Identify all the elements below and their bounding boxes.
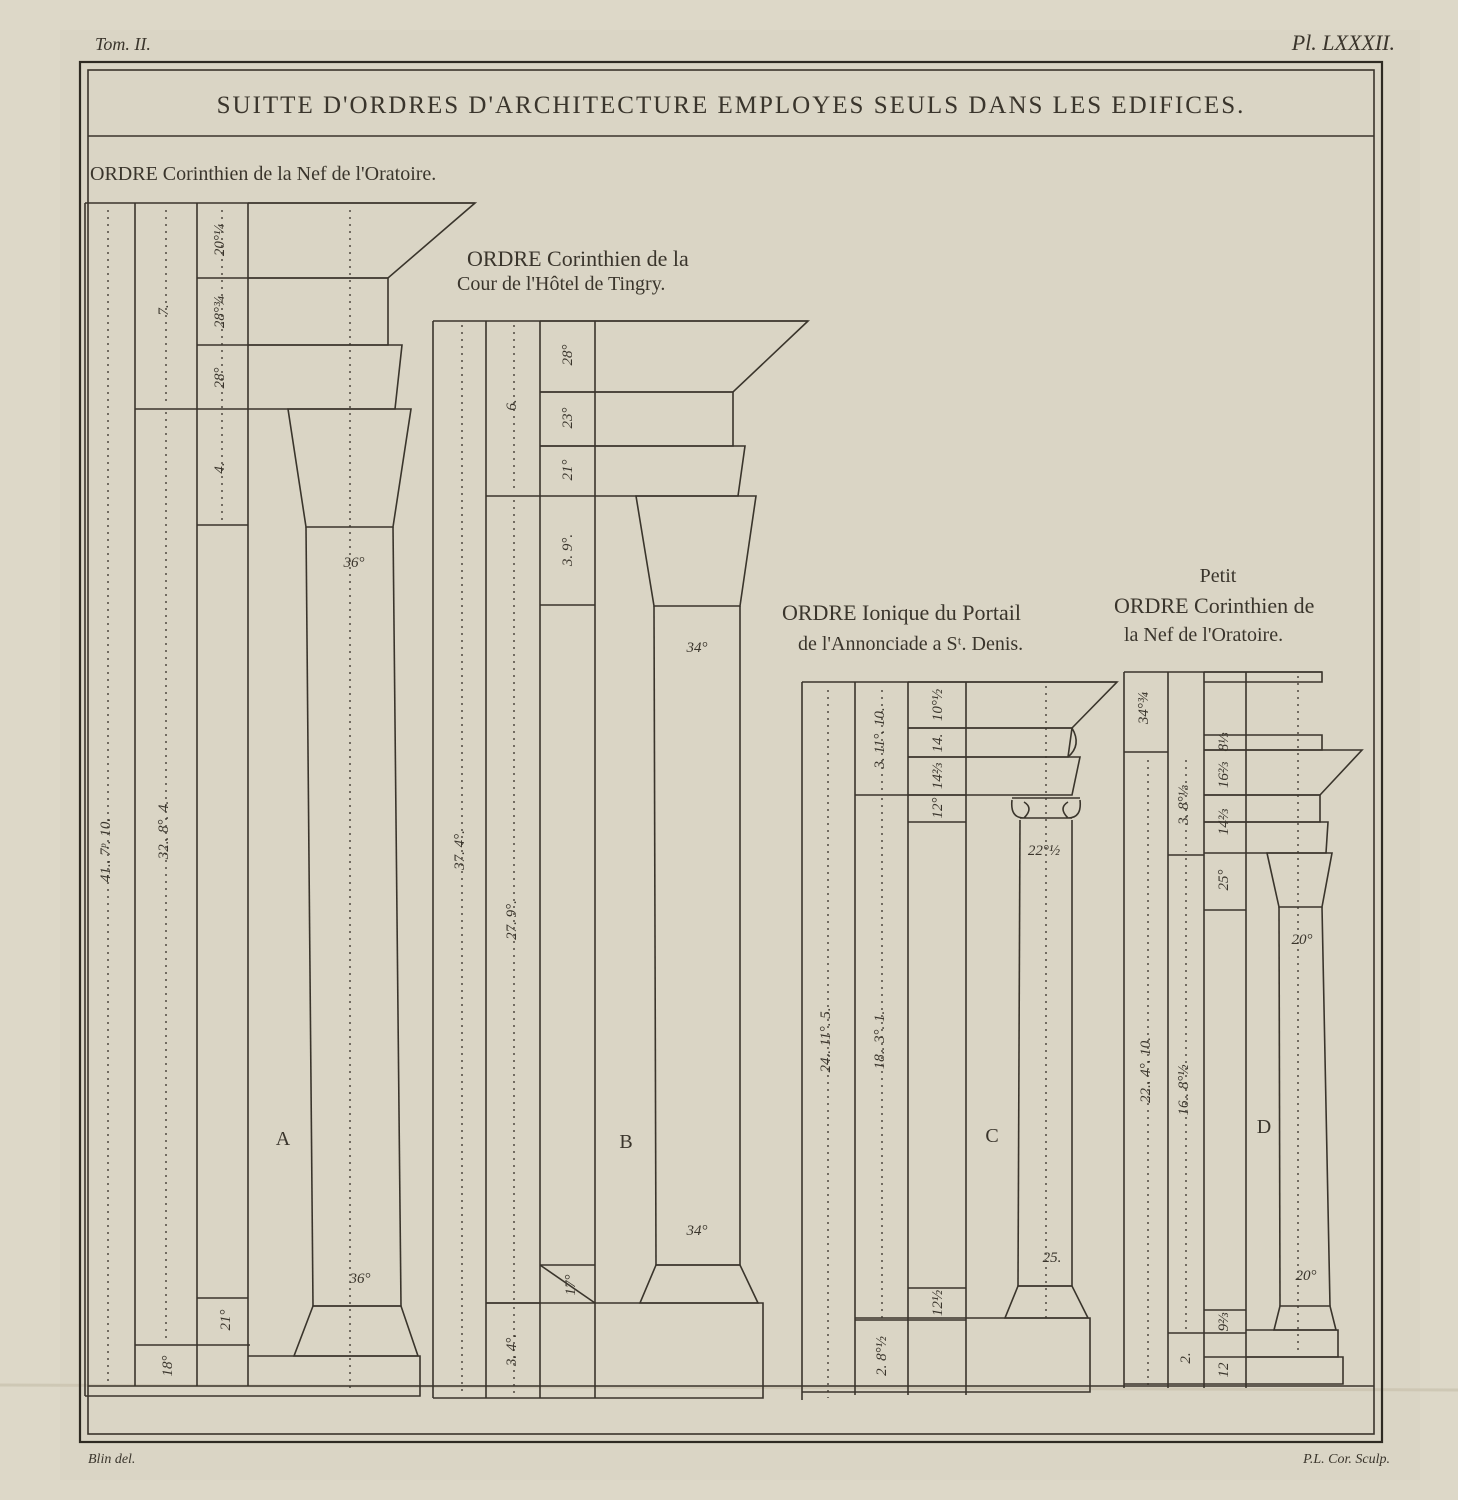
order-a-dim-cornice: 20°¼: [212, 223, 228, 257]
order-c-dim-total-height: 24.. 11°. 5.: [818, 1007, 834, 1073]
order-c-dim-frieze: 14.: [930, 733, 946, 753]
order-b-dim-cornice: 28°: [560, 344, 576, 366]
engraver-credit: P.L. Cor. Sculp.: [1303, 1452, 1390, 1467]
order-b-letter: B: [619, 1131, 633, 1153]
order-d-dim-capital: 25°: [1216, 869, 1232, 891]
order-c-dim-pedestal: 2. 8°½: [874, 1336, 890, 1376]
plate-number: Pl. LXXXII.: [1291, 30, 1395, 55]
order-d-dim-cornice-height: 3. 8°⅓: [1176, 785, 1192, 825]
order-d-dim-upper-diameter: 20°: [1291, 932, 1313, 948]
tome-label: Tom. II.: [95, 34, 151, 54]
order-d-dim-total-height: 22.. 4°. 10.: [1138, 1037, 1154, 1103]
order-c-dim-capital: 12°: [930, 797, 946, 819]
order-b-dim-capital: 3. 9°.: [560, 533, 576, 567]
order-a-dim-base: 21°: [218, 1309, 234, 1331]
order-a-caption-line-1: ORDRE Corinthien de la Nef de l'Oratoire.: [90, 163, 437, 185]
order-a-dim-lower-diameter: 36°: [349, 1271, 371, 1287]
order-b-dim-architrave: 21°: [560, 459, 576, 481]
order-b-dim-column: 27. 9°.: [504, 900, 520, 940]
order-b-dim-frieze: 23°: [560, 407, 576, 429]
order-c-dim-cornice: 10°½: [930, 688, 946, 722]
order-a-dim-plinth: 18°: [160, 1355, 176, 1377]
order-d-dim-lower-diameter: 20°: [1295, 1268, 1317, 1284]
order-d-caption-line-1: Petit: [1199, 565, 1237, 587]
order-a-dim-frieze: 28°¾: [212, 295, 228, 329]
order-a-dim-upper-diameter: 36°: [343, 555, 365, 571]
order-a-dim-column: 32.. 8°. 4.: [156, 800, 172, 860]
draughtsman-credit: Blin del.: [88, 1452, 136, 1467]
order-d-dim-frieze: 14⅔: [1216, 808, 1232, 836]
order-c-dim-architrave: 14⅔: [930, 762, 946, 790]
order-b-dim-pedestal: 3. 4°.: [504, 1333, 520, 1367]
order-b-dim-total-height: 37. 4°.: [452, 830, 468, 870]
order-c-caption-line-2: de l'Annonciade a Sᵗ. Denis.: [798, 633, 1024, 655]
order-c-letter: C: [985, 1125, 999, 1147]
order-d-caption-line-3: la Nef de l'Oratoire.: [1124, 624, 1284, 646]
order-d-dim-entablature: 34°¾: [1136, 691, 1152, 725]
order-c-dim-base: 12½: [930, 1289, 946, 1317]
order-b-caption-line-1: ORDRE Corinthien de la: [467, 246, 689, 271]
order-a-dim-capital: 4.: [212, 462, 228, 474]
order-d-caption-line-2: ORDRE Corinthien de: [1114, 593, 1315, 618]
order-d-dim-pedestal: 2.: [1178, 1352, 1194, 1364]
order-b-dim-base: 17°: [563, 1274, 579, 1296]
order-d-dim-band: 8⅓: [1216, 732, 1232, 752]
order-b-dim-upper-diameter: 34°: [686, 640, 708, 656]
order-a-letter: A: [275, 1128, 291, 1150]
order-a-dim-total-height: 41.. 7ᵖ. 10.: [98, 817, 114, 883]
order-d-dim-cornice: 16⅔: [1216, 761, 1232, 789]
order-d-dim-column: 16.. 8°½: [1176, 1064, 1192, 1116]
order-c-dim-entablature: 3. 11°. 10.: [872, 707, 888, 769]
order-a-dim-entablature: 7.: [156, 304, 172, 316]
order-c-caption-line-1: ORDRE Ionique du Portail: [782, 600, 1021, 625]
plate-title: SUITTE D'ORDRES D'ARCHITECTURE EMPLOYES SEULS DANS LES EDIFICES.: [216, 92, 1246, 119]
order-b-dim-entablature: 6.: [504, 399, 520, 411]
order-d-dim-base: 9⅔: [1216, 1312, 1232, 1332]
order-b-caption-line-2: Cour de l'Hôtel de Tingry.: [457, 273, 666, 295]
order-c-dim-column: 18.. 3°. 1.: [872, 1010, 888, 1070]
order-c-dim-upper-diameter: 22°½: [1027, 843, 1061, 859]
order-d-dim-plinth: 12: [1216, 1362, 1232, 1378]
order-c-dim-lower-diameter: 25.: [1042, 1250, 1062, 1266]
order-a-dim-architrave: 28°: [212, 367, 228, 389]
order-d-shaft-left: [1279, 907, 1280, 1306]
order-b-dim-lower-diameter: 34°: [686, 1223, 708, 1239]
order-d-letter: D: [1256, 1116, 1272, 1138]
